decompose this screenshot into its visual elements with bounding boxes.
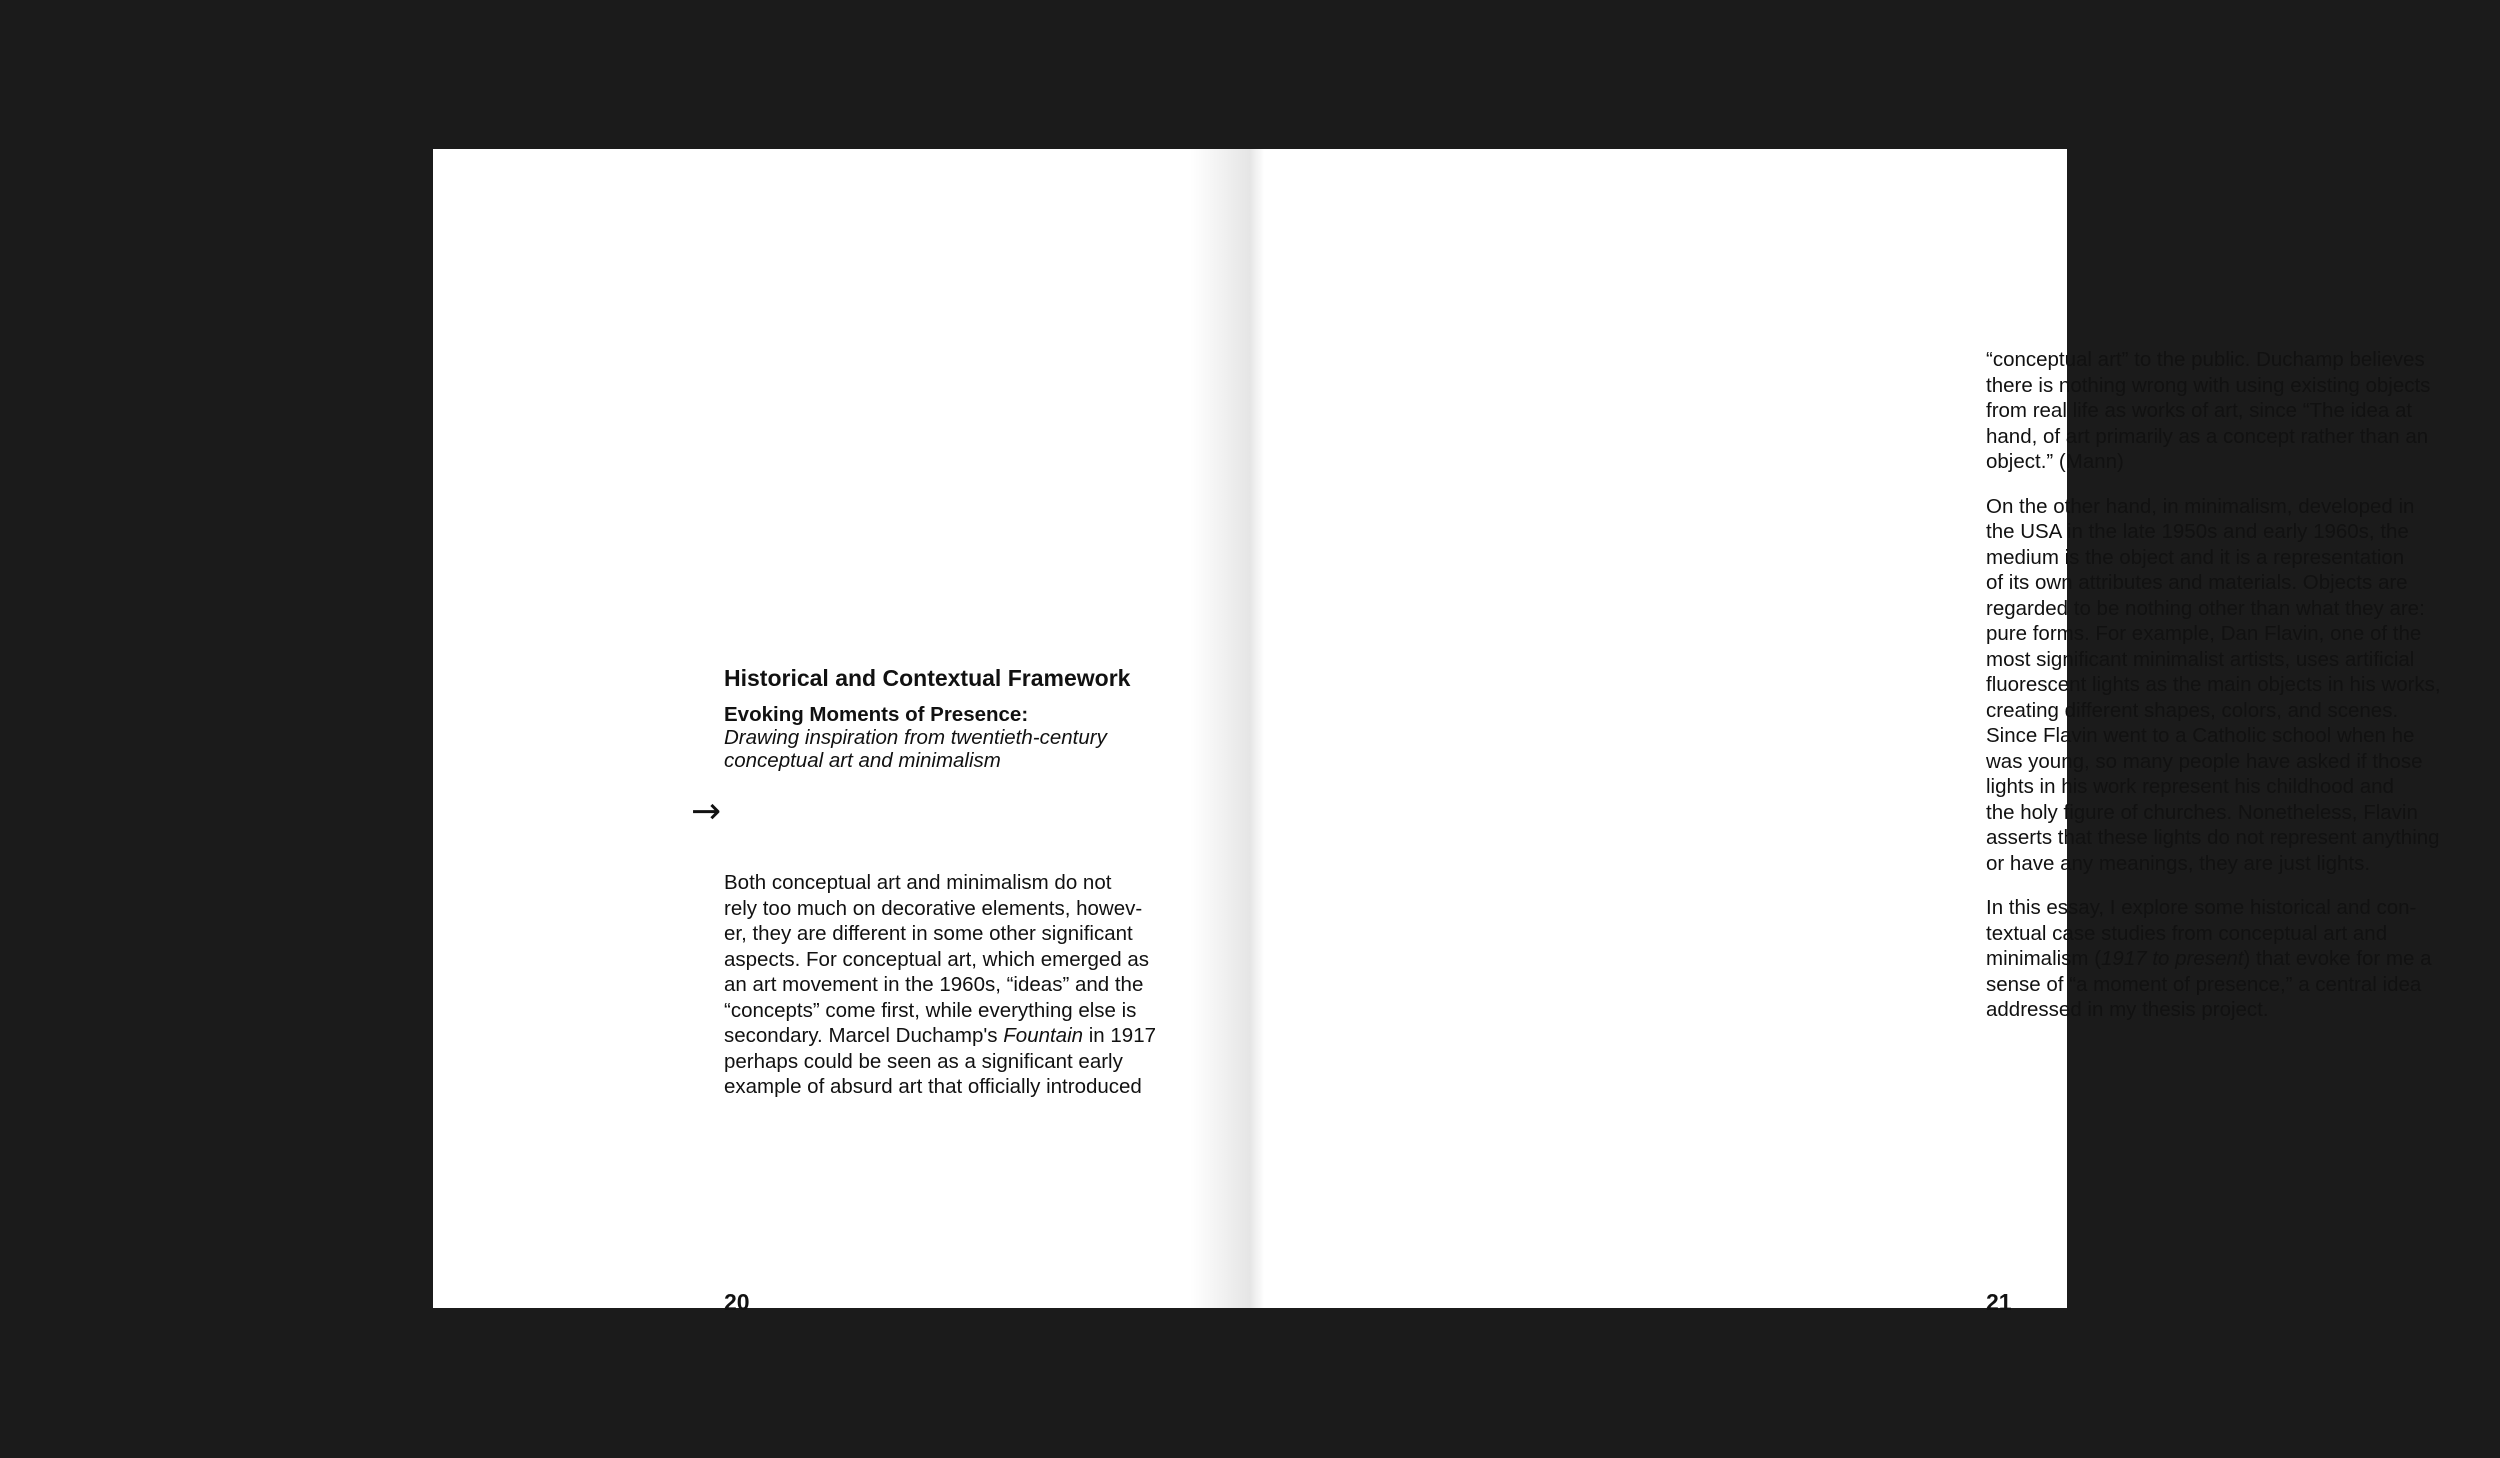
page-number-right: 21 xyxy=(1986,1289,2012,1315)
section-heading: Historical and Contextual Framework xyxy=(724,665,1131,691)
text-line: sense of “a moment of presence,” a central idea xyxy=(1986,972,2422,996)
text-line: perhaps could be seen as a significant early xyxy=(724,1049,1123,1073)
text-line: On the other hand, in minimalism, developed in xyxy=(1986,494,2415,518)
right-page xyxy=(1250,149,2441,1315)
text-line: aspects. For conceptual art, which emerged as xyxy=(724,947,1150,971)
text-line: creating different shapes, colors, and scenes. xyxy=(1986,698,2399,722)
text-line: asserts that these lights do not represent anything xyxy=(1986,826,2440,849)
text-line: rely too much on decorative elements, howev- xyxy=(724,896,1143,920)
body-paragraph xyxy=(724,870,1224,1100)
text-line xyxy=(724,1023,1224,1049)
body-text-column xyxy=(1986,347,2486,1023)
text-line: hand, of art primarily as a concept rather than an xyxy=(1986,424,2429,448)
text-line: “concepts” come first, while everything else is xyxy=(724,998,1137,1022)
text-line: was young, so many people have asked if those xyxy=(1986,749,2423,773)
text-line: example of absurd art that officially introduced xyxy=(724,1075,1142,1098)
text-line: lights in his work represent his childhood and xyxy=(1986,775,2394,798)
text-run: secondary. Marcel Duchamp's xyxy=(724,1024,1004,1047)
text-run: ) that evoke for me a xyxy=(2243,947,2432,970)
text-line: Both conceptual art and minimalism do not xyxy=(724,871,1112,894)
text-line: textual case studies from conceptual art and xyxy=(1986,921,2388,945)
subtitle-bold: Evoking Moments of Presence: xyxy=(724,703,1029,726)
text-line: regarded to be nothing other than what they are: xyxy=(1986,596,2425,620)
text-run: in 1917 xyxy=(1083,1024,1156,1047)
page-number-left: 20 xyxy=(724,1289,750,1315)
text-line: of its own attributes and materials. Objects are xyxy=(1986,571,2408,594)
text-line: pure forms. For example, Dan Flavin, one of the xyxy=(1986,622,2422,645)
text-line xyxy=(1986,946,2486,972)
date-range: 1917 to present xyxy=(2101,947,2244,970)
paragraph-3 xyxy=(1986,895,2486,1023)
text-line: the USA in the late 1950s and early 1960s, the xyxy=(1986,520,2409,543)
section-header xyxy=(724,663,1204,772)
subtitle-italic-line: conceptual art and minimalism xyxy=(724,749,1001,772)
text-line: from real life as works of art, since “The idea at xyxy=(1986,399,2413,422)
paragraph-2 xyxy=(1986,494,2486,877)
text-run: minimalism ( xyxy=(1986,947,2102,970)
text-line: In this essay, I explore some historical and con- xyxy=(1986,896,2417,919)
text-line: medium is the object and it is a representation xyxy=(1986,545,2405,569)
text-line: er, they are different in some other significant xyxy=(724,922,1133,945)
arrow-right-icon: → xyxy=(691,791,722,832)
book-spread xyxy=(433,149,2441,1315)
text-line: most significant minimalist artists, uses artificial xyxy=(1986,647,2415,671)
subtitle-italic-line: Drawing inspiration from twentieth-century xyxy=(724,726,1107,749)
text-line: the holy figure of churches. Nonetheless, Flavin xyxy=(1986,800,2418,824)
text-line: there is nothing wrong with using existing objects xyxy=(1986,373,2431,397)
text-line: “conceptual art” to the public. Duchamp believes xyxy=(1986,348,2425,371)
text-line: Since Flavin went to a Catholic school when he xyxy=(1986,724,2415,747)
text-line: an art movement in the 1960s, “ideas” and the xyxy=(724,973,1144,996)
text-line: or have any meanings, they are just lights. xyxy=(1986,851,2371,875)
text-line: object.” (Mann) xyxy=(1986,450,2124,473)
left-page xyxy=(433,149,1250,1315)
text-line: addressed in my thesis project. xyxy=(1986,998,2269,1021)
paragraph-1 xyxy=(1986,347,2486,475)
artwork-title: Fountain xyxy=(1003,1024,1084,1047)
text-line: fluorescent lights as the main objects in his works, xyxy=(1986,673,2441,696)
